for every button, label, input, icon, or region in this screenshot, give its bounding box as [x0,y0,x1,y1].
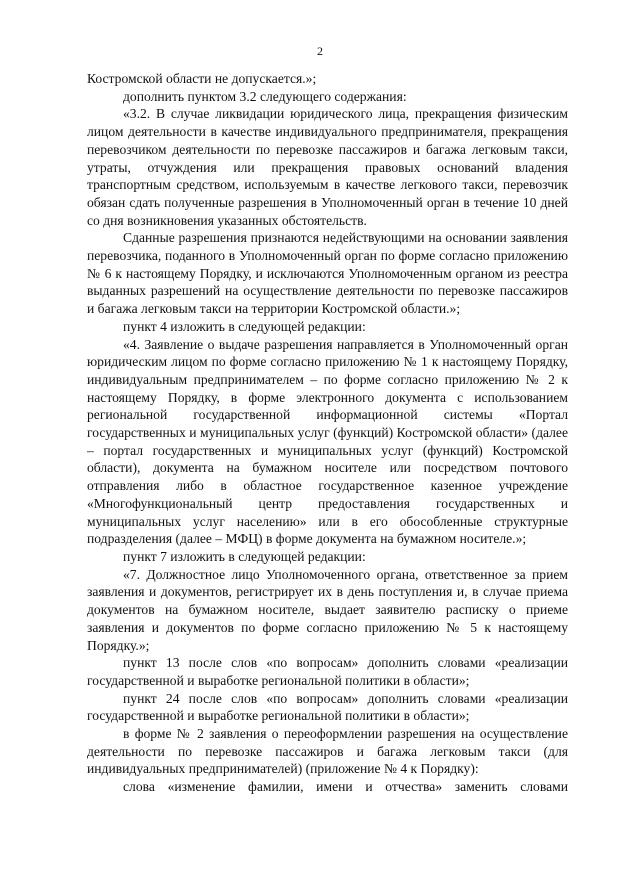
paragraph: слова «изменение фамилии, имени и отчества» заменить словами [123,779,568,795]
paragraph: в форме № 2 заявления о переоформлении разрешения на осуществление деятельности по перевозке пассажиров и багажа легковым такси (для индивидуальных предпринимателей) (приложение № 4 к Порядку): [87,726,568,777]
paragraph: пункт 13 после слов «по вопросам» дополнить словами «реализации государственной и выработке региональной политики в области»; [87,655,568,688]
document-body [87,70,568,796]
page-number: 2 [317,44,323,58]
paragraph: дополнить пунктом 3.2 следующего содержания: [123,88,407,104]
paragraph: пункт 7 изложить в следующей редакции: [123,548,366,564]
paragraph: «7. Должностное лицо Уполномоченного органа, ответственное за прием заявления и документов, регистрирует их в день поступления и, в случае приема документов на бумажном носителе, выдает заявителю расписку о приеме заявления и документов по форме согласно приложению № 5 к настоящему Порядку.»; [87,566,568,653]
paragraph: пункт 24 после слов «по вопросам» дополнить словами «реализации государственной и выработке региональной политики в области»; [87,690,568,724]
paragraph: Костромской области не допускается.»; [87,71,317,86]
paragraph: Сданные разрешения признаются недействующими на основании заявления перевозчика, поданного в Уполномоченный орган по форме согласно приложению № 6 к настоящему Порядку, и исключаются Уполномоченным органом из реестра выданных разрешений на осуществление деятельности по перевозке пассажиров и багажа легковым такси на территории Костромской области.»; [87,230,568,317]
paragraph: «3.2. В случае ликвидации юридического лица, прекращения физическим лицом деятельности в качестве индивидуального предпринимателя, прекращения перевозчиком деятельности по перевозке пассажиров и багажа легковым такси, утраты, отчуждения или прекращения правовых оснований владения транспортным средством, используемым в качестве легкового такси, перевозчик обязан сдать полученные разрешения в Уполномоченный орган в течение 10 дней со дня возникновения указанных обстоятельств. [87,106,568,228]
paragraph: пункт 4 изложить в следующей редакции: [123,318,366,334]
paragraph: «4. Заявление о выдаче разрешения направляется в Уполномоченный орган юридическим лицом по форме согласно приложению № 1 к настоящему Порядку, индивидуальным предпринимателем – по форме согласно приложению № 2 к настоящему Порядку, в форме электронного документа с использованием региональной государственной информационной системы «Портал государственных и муниципальных услуг (функций) Костромской области» (далее – портал государственных и муниципальных услуг (функций) Костромской области), документа на бумажном носителе или посредством почтового отправления либо в областное государственное казенное учреждение «Многофункциональный центр предоставления государственных и муниципальных услуг населению» или в его обособленные структурные подразделения (далее – МФЦ) в форме документа на бумажном носителе.»; [87,336,568,547]
